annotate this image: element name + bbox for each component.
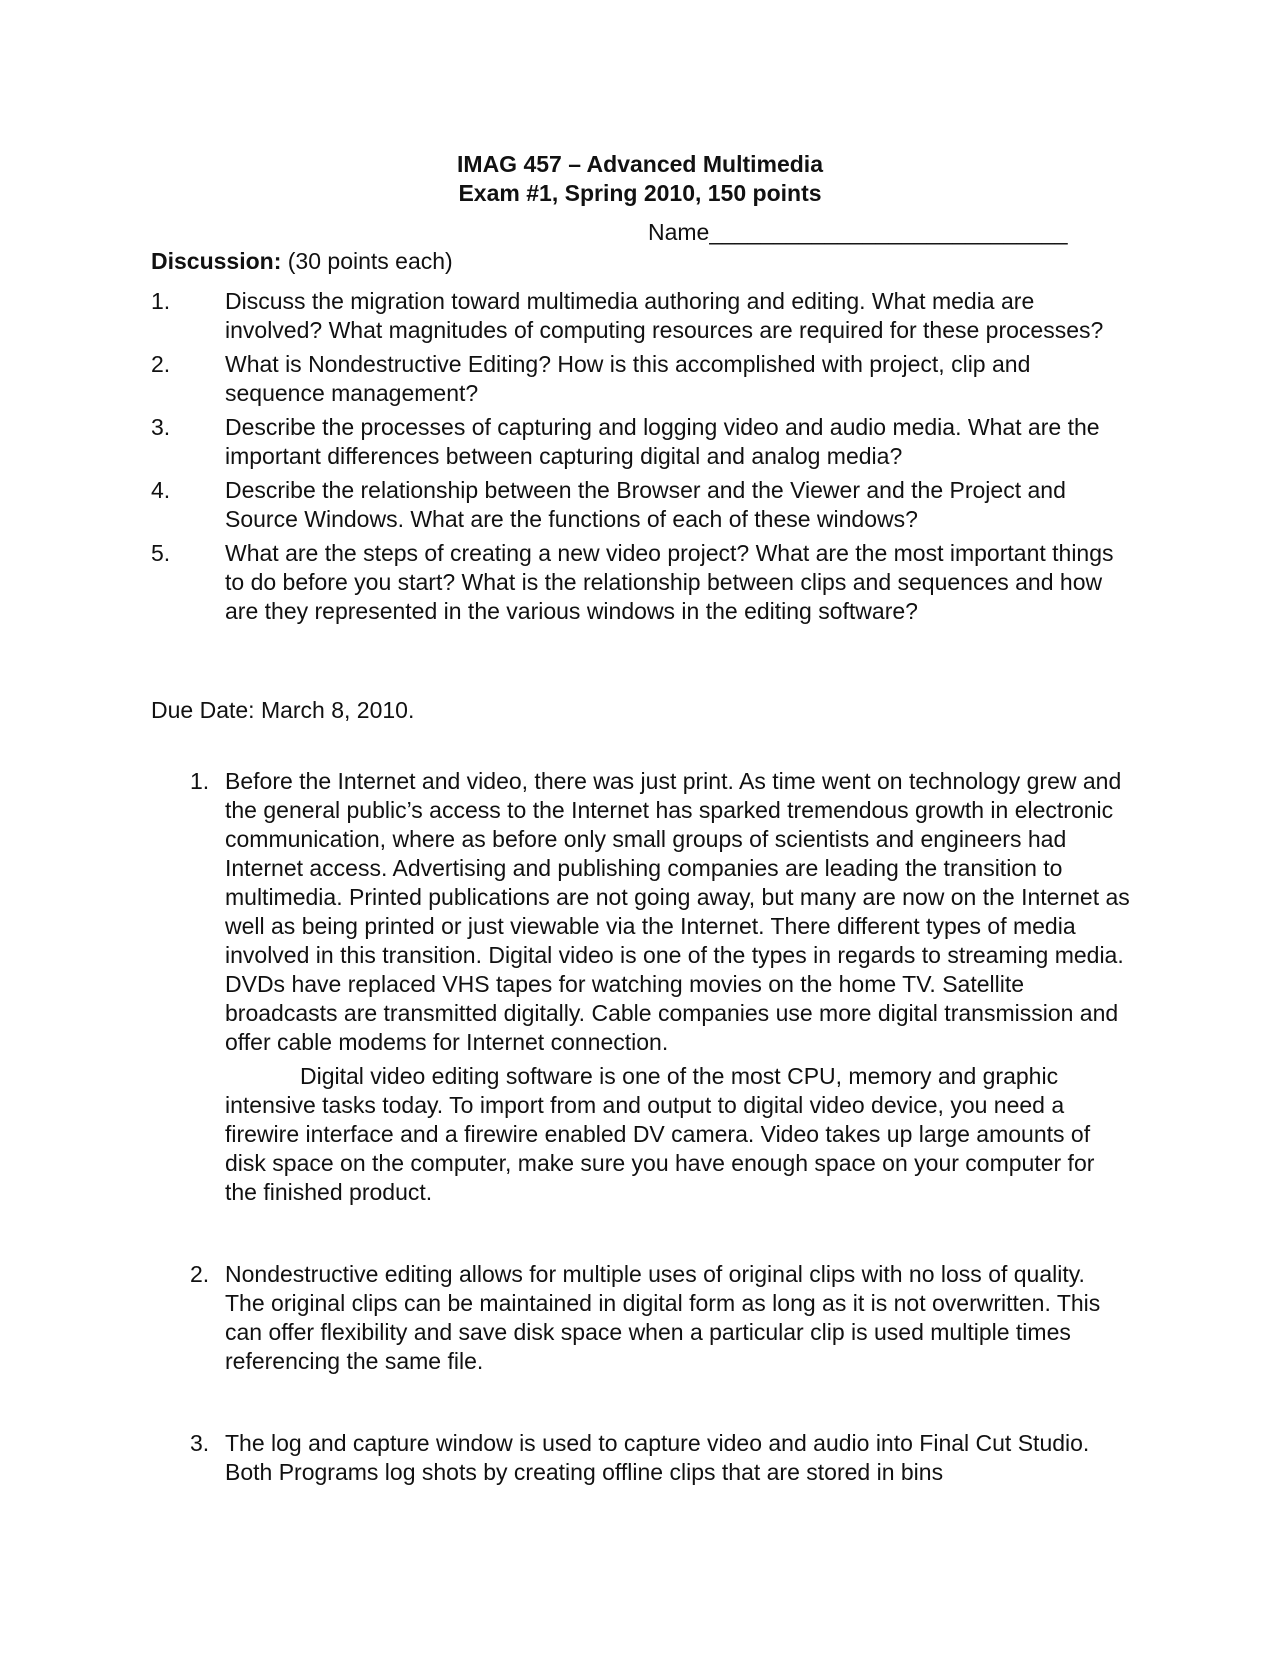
answer-number: 1.	[190, 768, 210, 794]
question-item	[151, 350, 1131, 408]
question-text: Describe the processes of capturing and logging video and audio media. What are the important differences between capturing digital and analog media?	[225, 414, 1100, 469]
question-number: 2.	[151, 351, 171, 377]
question-list	[151, 287, 1131, 631]
answer-item	[190, 1429, 1130, 1487]
answer-number: 3.	[190, 1430, 210, 1456]
discussion-label: Discussion:	[151, 248, 282, 274]
question-text: Discuss the migration toward multimedia authoring and editing. What media are involved? What magnitudes of computing resources are required for these processes?	[225, 288, 1104, 343]
question-number: 1.	[151, 288, 171, 314]
exam-title: Exam #1, Spring 2010, 150 points	[458, 180, 822, 206]
question-number: 3.	[151, 414, 171, 440]
question-number: 5.	[151, 540, 171, 566]
question-item	[151, 476, 1131, 534]
name-field-label: Name____________________________	[648, 219, 1068, 245]
question-text: What are the steps of creating a new video project? What are the most important things to do before you start? What is the relationship between clips and sequences and how are they represented in the various windows in the editing software?	[225, 540, 1114, 624]
answer-list	[190, 767, 1130, 1487]
answer-number: 2.	[190, 1261, 210, 1287]
question-item	[151, 413, 1131, 471]
discussion-heading	[151, 247, 453, 276]
question-text: Describe the relationship between the Browser and the Viewer and the Project and Source Windows. What are the functions of each of these windows?	[225, 477, 1066, 532]
answer-item	[190, 767, 1130, 1207]
course-title: IMAG 457 – Advanced Multimedia	[457, 151, 823, 177]
answer-item	[190, 1260, 1130, 1376]
answer-paragraph: Nondestructive editing allows for multiple uses of original clips with no loss of quality. The original clips can be maintained in digital form as long as it is not overwritten. This can offer flexibility and save disk space when a particular clip is used multiple times referencing the same file.	[225, 1261, 1101, 1374]
question-number: 4.	[151, 477, 171, 503]
answer-paragraph: Before the Internet and video, there was just print. As time went on technology grew and the general public’s access to the Internet has sparked tremendous growth in electronic communication, where as before only small groups of scientists and engineers had Internet access. Advertising and publishing companies are leading the transition to multimedia. Printed publications are not going away, but many are now on the Internet as well as being printed or just viewable via the Internet. There different types of media involved in this transition. Digital video is one of the types in regards to streaming media. DVDs have replaced VHS tapes for watching movies on the home TV. Satellite broadcasts are transmitted digitally. Cable companies use more digital transmission and offer cable modems for Internet connection.	[225, 768, 1130, 1055]
question-text: What is Nondestructive Editing? How is this accomplished with project, clip and sequence management?	[225, 351, 1031, 406]
question-item	[151, 287, 1131, 345]
answer-paragraph: The log and capture window is used to capture video and audio into Final Cut Studio. Both Programs log shots by creating offline clips that are stored in bins	[225, 1430, 1090, 1485]
answer-paragraph: Digital video editing software is one of the most CPU, memory and graphic intensive tasks today. To import from and output to digital video device, you need a firewire interface and a firewire enabled DV camera. Video takes up large amounts of disk space on the computer, make sure you have enough space on your computer for the finished product.	[225, 1063, 1095, 1205]
question-item	[151, 539, 1131, 626]
discussion-points: (30 points each)	[281, 248, 453, 274]
due-date: Due Date: March 8, 2010.	[151, 697, 415, 723]
